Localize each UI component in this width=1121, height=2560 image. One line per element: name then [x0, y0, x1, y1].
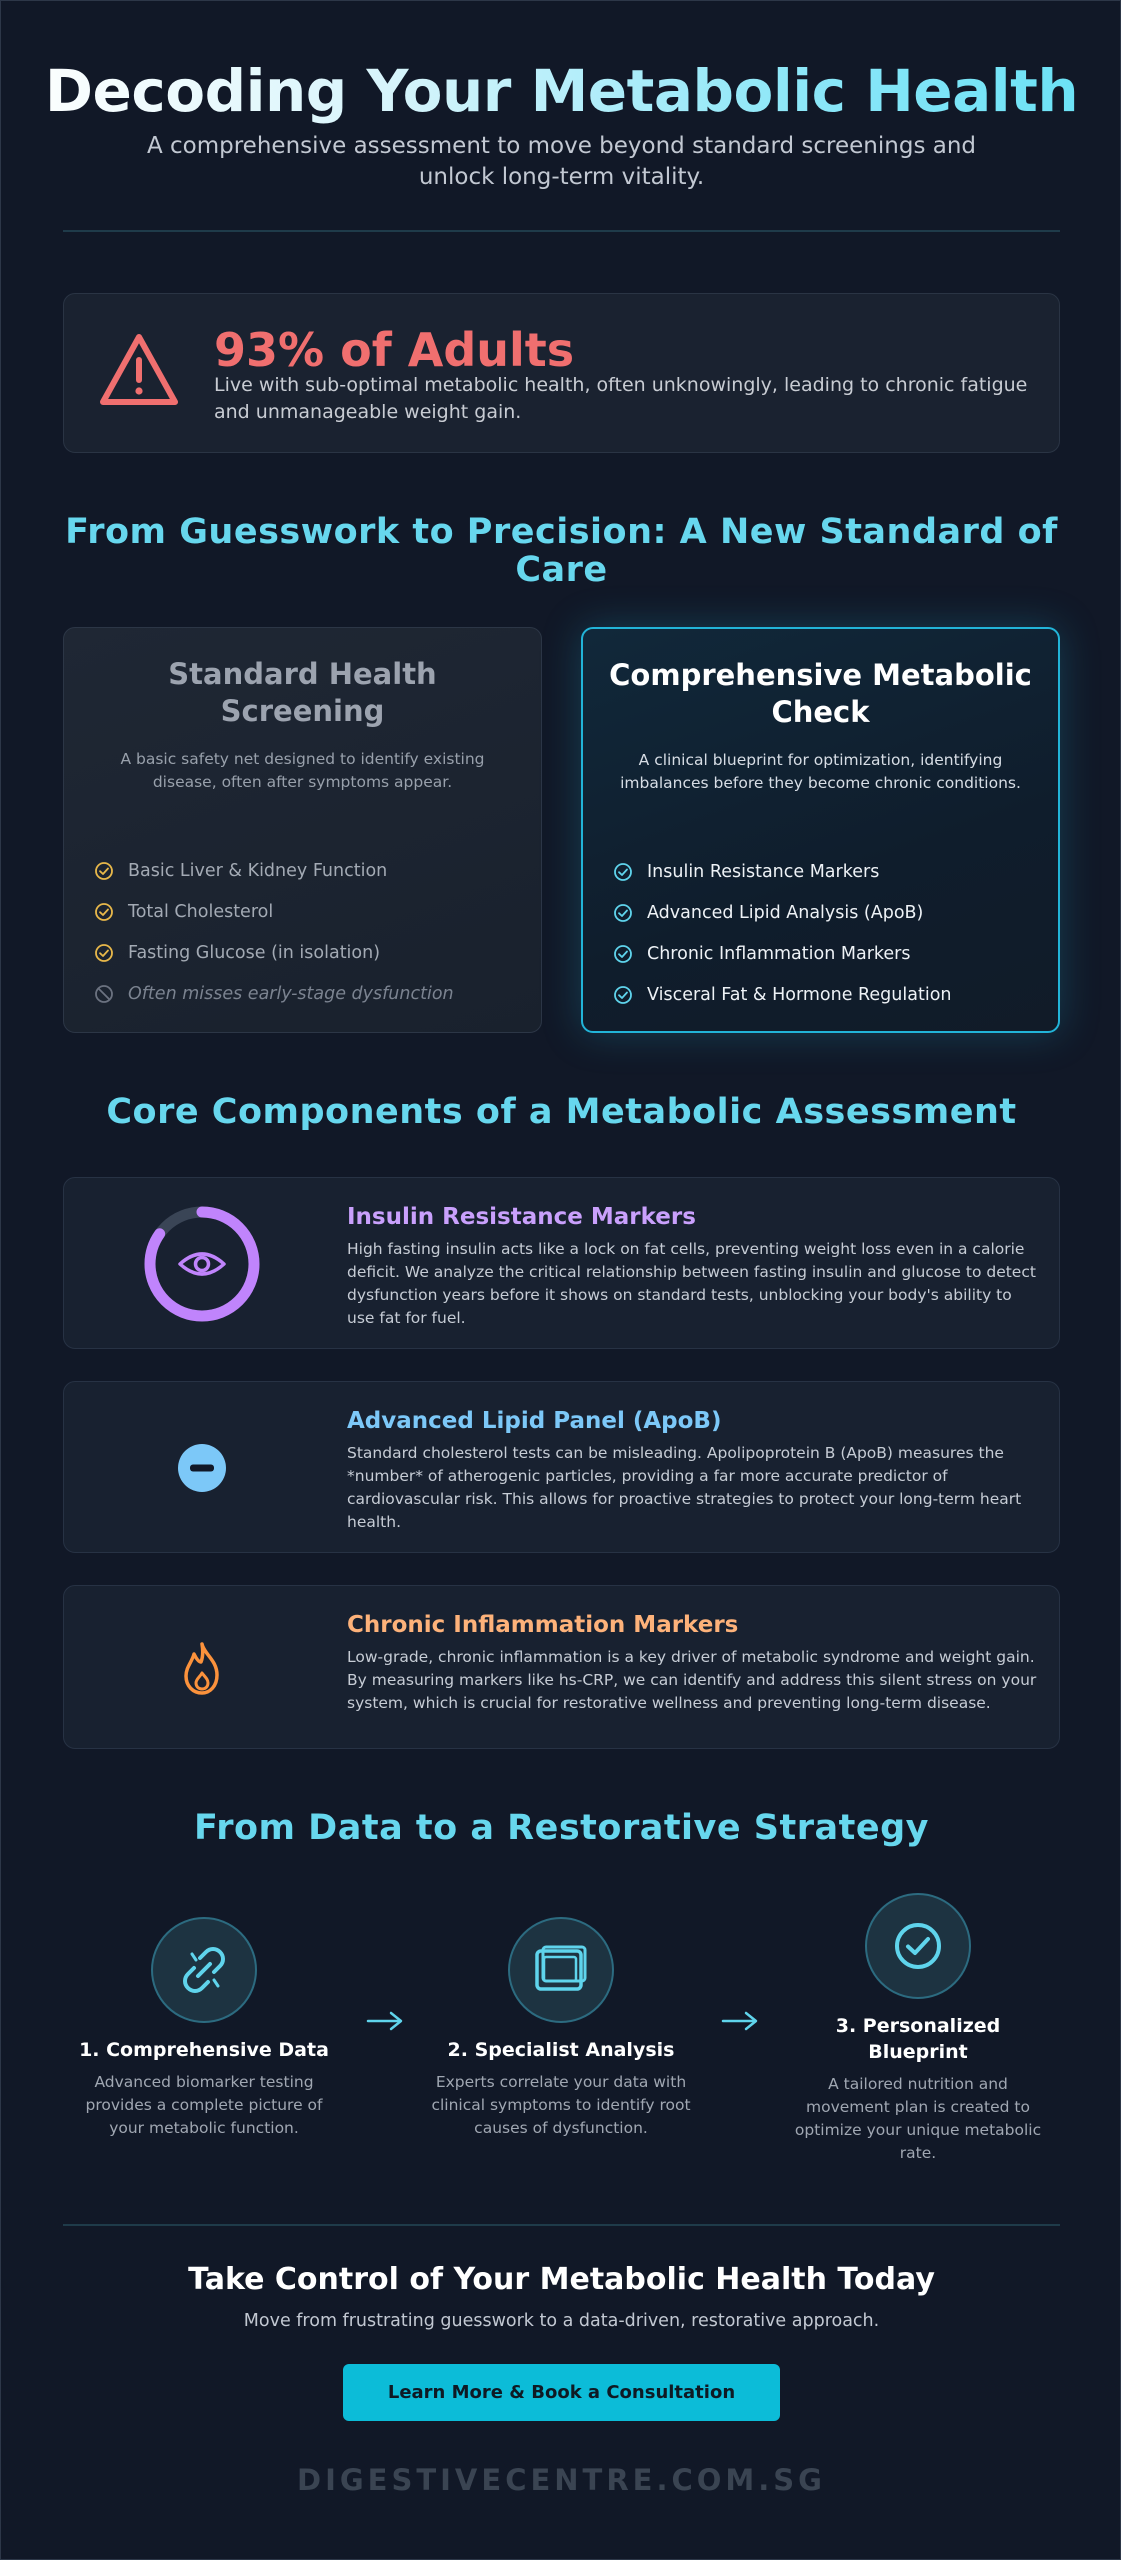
list-item: [613, 974, 1038, 1015]
inflammation-visual: [142, 1608, 262, 1728]
component-title: Chronic Inflammation Markers: [347, 1612, 739, 1638]
step-title: 1. Comprehensive Data: [79, 2039, 329, 2061]
flame-icon: [177, 1640, 227, 1696]
step-title: 3. Personalized Blueprint: [835, 2015, 1001, 2063]
check-circle-icon: [613, 985, 633, 1005]
comparison-section-title: From Guesswork to Precision: A New Standard of Care: [65, 512, 1058, 590]
footer-brand: DIGESTIVECENTRE.COM.SG: [297, 2463, 826, 2497]
header-divider: [63, 230, 1060, 232]
list-item-label: Total Cholesterol: [128, 901, 274, 922]
stat-text: Live with sub-optimal metabolic health, often unknowingly, leading to chronic fatigue and unmanageable weight gain.: [214, 374, 1028, 423]
list-item: [94, 891, 521, 932]
check-circle-icon: [613, 903, 633, 923]
stat-headline: 93% of Adults: [214, 323, 575, 377]
ban-icon: [94, 984, 114, 1004]
check-circle-icon: [94, 861, 114, 881]
cta-subtitle: Move from frustrating guesswork to a data-driven, restorative approach.: [243, 2311, 880, 2331]
step-text: Advanced biomarker testing provides a complete picture of your metabolic function.: [85, 2073, 323, 2137]
standard-screening-list: [94, 850, 521, 1014]
page-subtitle: A comprehensive assessment to move beyond standard screenings and unlock long-term vitality.: [146, 133, 977, 190]
component-text: Standard cholesterol tests can be misleading. Apolipoprotein B (ApoB) measures the *number* of atherogenic particles, providing a far more accurate predictor of cardiovascular risk. This allows for proactive strategies to protect your long-term heart health.: [347, 1444, 1022, 1531]
step-text: Experts correlate your data with clinical symptoms to identify root causes of dysfunction.: [431, 2073, 691, 2137]
eye-icon: [142, 1204, 262, 1324]
list-item-label: Basic Liver & Kidney Function: [128, 860, 388, 881]
list-item: [613, 933, 1038, 974]
check-circle-icon: [94, 902, 114, 922]
arrow-right-icon: [366, 2009, 406, 2033]
check-circle-icon: [94, 943, 114, 963]
component-title: Insulin Resistance Markers: [347, 1204, 696, 1230]
standard-screening-card: [63, 627, 542, 1033]
list-item-label: Insulin Resistance Markers: [647, 861, 880, 882]
list-item-label: Advanced Lipid Analysis (ApoB): [647, 902, 924, 923]
list-item: [613, 892, 1038, 933]
list-item-limitation: [94, 973, 521, 1014]
list-item-label: Visceral Fat & Hormone Regulation: [647, 984, 952, 1005]
standard-screening-description: A basic safety net designed to identify existing disease, often after symptoms appear.: [120, 750, 485, 791]
check-circle-icon: [613, 862, 633, 882]
warning-icon: [98, 332, 180, 408]
list-item: [94, 932, 521, 973]
list-item: [613, 851, 1038, 892]
step-title: 2. Specialist Analysis: [447, 2039, 675, 2061]
step-icon-circle: [865, 1893, 971, 1999]
step-icon-circle: [508, 1917, 614, 2023]
standard-screening-title: Standard Health Screening: [168, 657, 437, 728]
page-title: Decoding Your Metabolic Health: [1, 53, 1121, 129]
comprehensive-check-list: [613, 851, 1038, 1015]
book-consultation-button[interactable]: Learn More & Book a Consultation: [343, 2364, 780, 2421]
components-section-title: Core Components of a Metabolic Assessment: [106, 1092, 1017, 1132]
component-card-inflammation: [63, 1585, 1060, 1749]
component-card-lipid: [63, 1381, 1060, 1553]
lipid-visual: [142, 1408, 262, 1528]
comprehensive-check-title: Comprehensive Metabolic Check: [609, 658, 1032, 729]
list-item-label: Often misses early-stage dysfunction: [128, 983, 454, 1004]
check-circle-icon: [893, 1921, 943, 1971]
comprehensive-check-card: [581, 627, 1060, 1033]
stat-card: [63, 293, 1060, 453]
component-text: Low-grade, chronic inflammation is a key driver of metabolic syndrome and weight gain. By measuring markers like hs-CRP, we can identify and address this silent stress on your system, which is crucial for restorative wellness and preventing long-term disease.: [347, 1648, 1037, 1712]
minus-circle-icon: [177, 1443, 227, 1493]
arrow-right-icon: [721, 2009, 761, 2033]
link-icon: [178, 1944, 230, 1996]
cta-title: Take Control of Your Metabolic Health Today: [188, 2262, 935, 2297]
process-section-title: From Data to a Restorative Strategy: [194, 1808, 929, 1848]
list-item-label: Chronic Inflammation Markers: [647, 943, 911, 964]
cta-divider: [63, 2224, 1060, 2226]
component-text: High fasting insulin acts like a lock on fat cells, preventing weight loss even in a calorie deficit. We analyze the critical relationship between fasting insulin and glucose to detect dysfunction years before it shows on standard tests, unblocking your body's ability to use fat for fuel.: [347, 1240, 1036, 1327]
list-item-label: Fasting Glucose (in isolation): [128, 942, 381, 963]
step-icon-circle: [151, 1917, 257, 2023]
step-text: A tailored nutrition and movement plan is created to optimize your unique metabolic rate.: [794, 2075, 1042, 2162]
insulin-ring-visual: [142, 1204, 262, 1324]
check-circle-icon: [613, 944, 633, 964]
list-item: [94, 850, 521, 891]
comprehensive-check-description: A clinical blueprint for optimization, identifying imbalances before they become chronic conditions.: [620, 751, 1021, 792]
component-card-insulin: [63, 1177, 1060, 1349]
component-title: Advanced Lipid Panel (ApoB): [347, 1408, 722, 1434]
layers-icon: [533, 1945, 589, 1995]
